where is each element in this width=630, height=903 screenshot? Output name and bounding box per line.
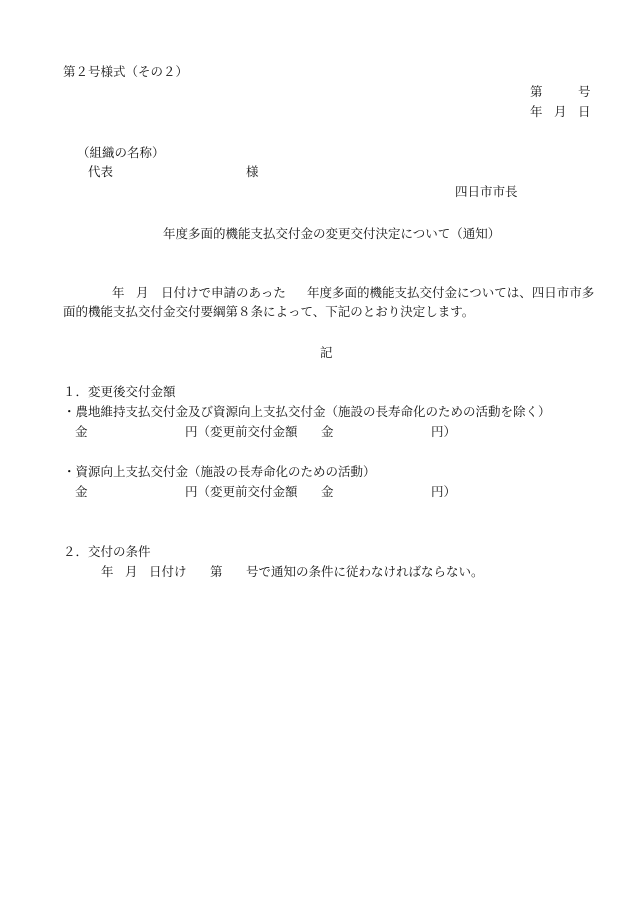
section2-day: 日付け xyxy=(149,564,187,579)
section2-heading: ２．交付の条件 xyxy=(63,544,151,559)
honorific: 様 xyxy=(246,164,259,179)
document-title: 年度多面的機能支払交付金の変更交付決定について（通知） xyxy=(163,226,501,241)
form-number: 第２号様式（その２） xyxy=(63,64,189,79)
section2-month: 月 xyxy=(125,564,138,579)
doc-number-suffix: 号 xyxy=(578,84,591,99)
item1-yen-close: 円） xyxy=(431,424,457,439)
item2-kin: 金 xyxy=(75,484,88,499)
org-name: （組織の名称） xyxy=(77,145,165,160)
section1-heading: １．変更後交付金額 xyxy=(63,384,176,399)
item2-label: ・資源向上支払交付金（施設の長寿命化のための活動） xyxy=(63,464,376,479)
item1-kin: 金 xyxy=(75,424,88,439)
item1-yen-before: 円（変更前交付金額 xyxy=(185,424,298,439)
item1-kin-before: 金 xyxy=(321,424,334,439)
item2-kin-before: 金 xyxy=(321,484,334,499)
body-applied-text: 日付けで申請のあった xyxy=(161,285,286,300)
date-month: 月 xyxy=(554,104,567,119)
body-rest-text: 年度多面的機能支払交付金については、四日市市多 xyxy=(307,285,595,300)
section2-year: 年 xyxy=(101,564,114,579)
body-line-2: 面的機能支払交付金交付要綱第８条によって、下記のとおり決定します。 xyxy=(63,304,475,319)
item1-label: ・農地維持支払交付金及び資源向上支払交付金（施設の長寿命化のための活動を除く） xyxy=(63,404,551,419)
sender: 四日市市長 xyxy=(455,184,518,199)
ki-mark: 記 xyxy=(320,345,333,360)
item2-yen-close: 円） xyxy=(431,484,457,499)
body-year: 年 xyxy=(112,285,125,300)
representative-label: 代表 xyxy=(88,164,114,179)
body-month: 月 xyxy=(136,285,149,300)
doc-number-prefix: 第 xyxy=(530,84,543,99)
section2-dai: 第 xyxy=(210,564,223,579)
date-day: 日 xyxy=(578,104,591,119)
section2-rest: 号で通知の条件に従わなければならない。 xyxy=(246,564,484,579)
date-year: 年 xyxy=(530,104,543,119)
item2-yen-before: 円（変更前交付金額 xyxy=(185,484,298,499)
